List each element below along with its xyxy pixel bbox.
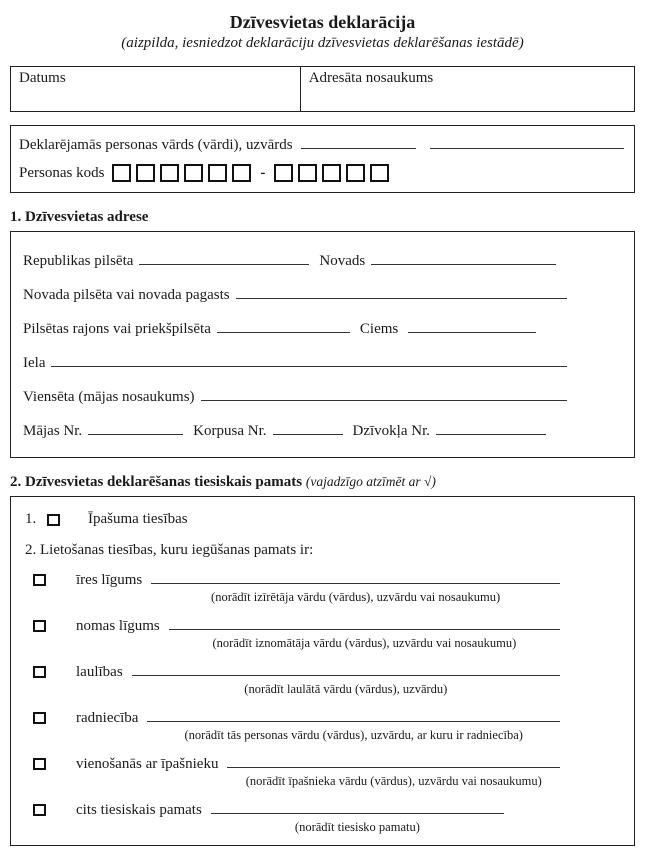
page-title: Dzīvesvietas deklarācija	[229, 12, 416, 32]
personas-kods-box[interactable]	[160, 164, 179, 182]
iela-blank[interactable]	[51, 352, 567, 367]
option-hint: (norādīt izīrētāja vārdu (vārdus), uzvārdu vai nosaukumu)	[211, 590, 501, 604]
option-label: laulības	[76, 664, 123, 680]
legal-basis-box	[10, 496, 635, 846]
personas-kods-box[interactable]	[298, 164, 317, 182]
checkbox-ipasuma-tiesibas[interactable]	[47, 514, 60, 526]
section1-heading: 1. Dzīvesvietas adrese	[10, 209, 149, 225]
ownership-label: Īpašuma tiesības	[88, 511, 188, 527]
ciems-label: Ciems	[359, 321, 399, 337]
option-blank-line[interactable]	[151, 569, 560, 584]
vienseta-label: Viensēta (mājas nosaukums)	[23, 389, 195, 405]
majas-nr-blank[interactable]	[88, 420, 183, 435]
option-blank-line[interactable]	[132, 661, 560, 676]
option-label: nomas līgums	[76, 618, 160, 634]
personas-kods-box[interactable]	[184, 164, 203, 182]
option-hint: (norādīt īpašnieka vārdu (vārdus), uzvārdu vai nosaukumu)	[245, 774, 542, 788]
checkbox-laulibas[interactable]	[33, 666, 46, 678]
option-label: cits tiesiskais pamats	[76, 802, 202, 818]
korpusa-nr-blank[interactable]	[273, 420, 343, 435]
personas-kods-box[interactable]	[322, 164, 341, 182]
legal-basis-option	[23, 799, 622, 835]
personas-kods-box[interactable]	[274, 164, 293, 182]
option-label: radniecība	[76, 710, 139, 726]
section2-heading-text: 2. Dzīvesvietas deklarēšanas tiesiskais pamats	[10, 474, 303, 490]
person-code-label: Personas kods	[19, 164, 105, 181]
personas-kods-box[interactable]	[370, 164, 389, 182]
option-label: īres līgums	[76, 572, 143, 588]
date-addressee-table	[10, 66, 635, 112]
option-hint: (norādīt iznomātāja vārdu (vārdus), uzvārdu vai nosaukumu)	[212, 636, 517, 650]
person-lastname-blank[interactable]	[430, 134, 624, 149]
legal-basis-option	[23, 569, 622, 605]
checkbox-vienosanas-ar-ipasnieku[interactable]	[33, 758, 46, 770]
korpusa-nr-label: Korpusa Nr.	[193, 423, 267, 439]
section2-heading-note: (vajadzīgo atzīmēt ar √)	[305, 474, 436, 489]
pilsetas-rajons-blank[interactable]	[217, 318, 350, 333]
personas-kods-box[interactable]	[112, 164, 131, 182]
option-blank-line[interactable]	[147, 707, 560, 722]
option-blank-line[interactable]	[211, 799, 504, 814]
republikas-pilseta-blank[interactable]	[139, 250, 309, 265]
ciems-blank[interactable]	[408, 318, 536, 333]
checkbox-nomas-ligums[interactable]	[33, 620, 46, 632]
person-firstname-blank[interactable]	[301, 134, 416, 149]
personas-kods-separator: -	[260, 164, 266, 181]
iela-label: Iela	[23, 355, 46, 371]
option-hint: (norādīt tiesisko pamatu)	[294, 820, 420, 834]
section2-heading	[10, 474, 635, 491]
checkbox-cits-tiesiskais-pamats[interactable]	[33, 804, 46, 816]
date-cell[interactable]	[11, 67, 301, 111]
personas-kods-box[interactable]	[232, 164, 251, 182]
checkbox-radnieciba[interactable]	[33, 712, 46, 724]
legal-basis-option	[23, 707, 622, 743]
option-hint: (norādīt tās personas vārdu (vārdus), uzvārdu, ar kuru ir radniecība)	[184, 728, 523, 742]
dzivokla-nr-blank[interactable]	[436, 420, 546, 435]
page-subtitle: (aizpilda, iesniedzot deklarāciju dzīvesvietas deklarēšanas iestādē)	[121, 35, 524, 51]
date-label: Datums	[19, 70, 66, 86]
ownership-number: 1.	[25, 511, 37, 527]
novads-label: Novads	[319, 253, 366, 269]
addressee-label: Adresāta nosaukums	[308, 70, 434, 86]
option-label: vienošanās ar īpašnieku	[76, 756, 219, 772]
person-name-label: Deklarējamās personas vārds (vārdi), uzvārds	[19, 137, 293, 153]
option-hint: (norādīt laulātā vārdu (vārdus), uzvārdu)	[244, 682, 448, 696]
legal-basis-option	[23, 661, 622, 697]
pilsetas-rajons-label: Pilsētas rajons vai priekšpilsēta	[23, 321, 211, 337]
novada-pilseta-label: Novada pilsēta vai novada pagasts	[23, 287, 230, 303]
majas-nr-label: Mājas Nr.	[23, 423, 83, 439]
option-blank-line[interactable]	[169, 615, 560, 630]
legal-basis-option	[23, 753, 622, 789]
option-blank-line[interactable]	[227, 753, 560, 768]
personas-kods-box[interactable]	[346, 164, 365, 182]
vienseta-blank[interactable]	[201, 386, 567, 401]
address-box	[10, 231, 635, 458]
legal-basis-option	[23, 615, 622, 651]
dzivokla-nr-label: Dzīvokļa Nr.	[352, 423, 430, 439]
checkbox-ires-ligums[interactable]	[33, 574, 46, 586]
personas-kods-box[interactable]	[208, 164, 227, 182]
person-box	[10, 125, 635, 193]
usage-label: 2. Lietošanas tiesības, kuru iegūšanas pamats ir:	[25, 542, 314, 558]
addressee-cell[interactable]	[301, 67, 634, 111]
novads-blank[interactable]	[371, 250, 556, 265]
personas-kods-box[interactable]	[136, 164, 155, 182]
republikas-pilseta-label: Republikas pilsēta	[23, 253, 134, 269]
novada-pilseta-blank[interactable]	[236, 284, 567, 299]
